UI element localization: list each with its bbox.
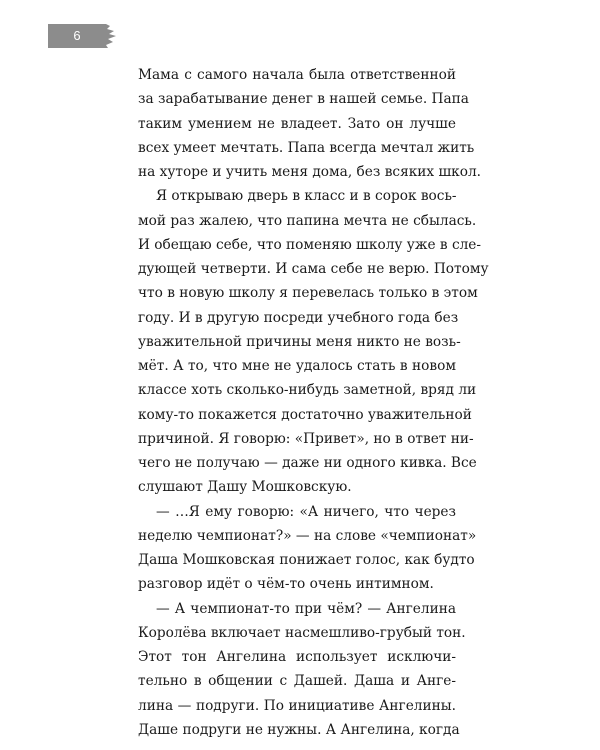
text-line: лина — подруги. По инициативе Ангелины. bbox=[138, 697, 456, 714]
page-number-tab bbox=[48, 24, 118, 48]
text-line: году. И в другую посреди учебного года без bbox=[138, 309, 459, 326]
text-line: на хуторе и учить меня дома, без всяких школ. bbox=[138, 164, 482, 180]
text-line: Даше подруги не нужны. А Ангелина, когда bbox=[138, 721, 460, 738]
text-line: — А чемпионат-то при чём? — Ангелина bbox=[156, 600, 456, 617]
text-line: классе хоть сколько-нибудь заметной, вряд ли bbox=[138, 382, 477, 399]
text-line: мёт. А то, что мне не удалось стать в новом bbox=[138, 358, 456, 374]
text-line: мой раз жалею, что папина мечта не сбылась. bbox=[138, 212, 477, 229]
text-line: Я открываю дверь в класс и в сорок вось- bbox=[156, 188, 457, 205]
text-line: таким умением не владеет. Зато он лучше bbox=[138, 115, 456, 132]
text-line: за зарабатывание денег в нашей семье. Папа bbox=[138, 91, 469, 108]
text-line: И обещаю себе, что поменяю школу уже в сле- bbox=[138, 236, 482, 253]
text-line: уважительной причины меня никто не возь- bbox=[138, 333, 461, 350]
text-line: Даша Мошковская понижает голос, как будто bbox=[138, 552, 475, 568]
text-line: причиной. Я говорю: «Привет», но в ответ ни- bbox=[138, 430, 474, 447]
text-line: кому-то покажется достаточно уважительной bbox=[138, 406, 472, 423]
text-line: Королёва включает насмешливо-грубый тон. bbox=[138, 624, 466, 641]
text-line: тельно в общении с Дашей. Даша и Анге- bbox=[138, 673, 456, 690]
text-line: разговор идёт о чём-то очень интимном. bbox=[138, 576, 434, 593]
body-text bbox=[138, 63, 489, 742]
text-line: чего не получаю — даже ни одного кивка. Все bbox=[138, 455, 477, 471]
text-line: дующей четверти. И сама себе не верю. Потому bbox=[138, 261, 489, 277]
text-line: Этот тон Ангелина использует исключи- bbox=[138, 649, 456, 665]
text-line: — …Я ему говорю: «А ничего, что через bbox=[156, 503, 456, 520]
text-line: что в новую школу я перевелась только в этом bbox=[138, 285, 478, 302]
text-line: всех умеет мечтать. Папа всегда мечтал жить bbox=[138, 139, 475, 156]
text-line: Мама с самого начала была ответственной bbox=[138, 67, 456, 83]
text-line: неделю чемпионат?» — на слове «чемпионат» bbox=[138, 527, 477, 544]
text-line: слушают Дашу Мошковскую. bbox=[138, 479, 352, 496]
page-number: 6 bbox=[73, 28, 81, 43]
